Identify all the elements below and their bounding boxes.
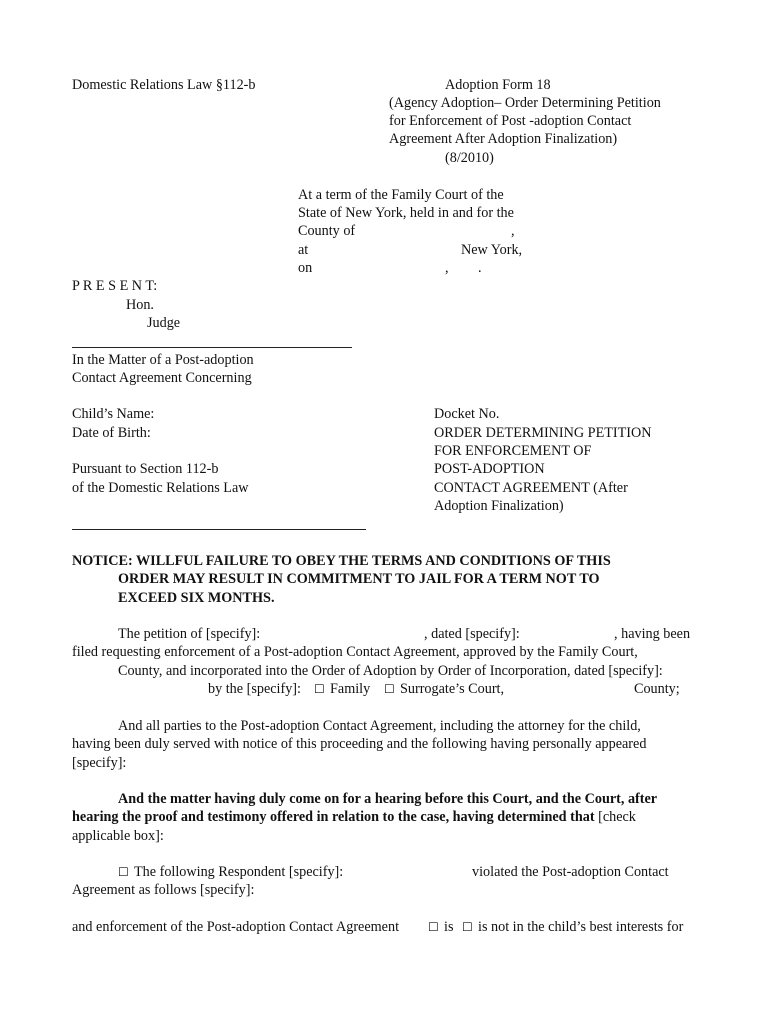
form-date: (8/2010): [445, 150, 494, 166]
is-not-checkbox-icon[interactable]: ☐: [462, 920, 473, 934]
hearing-text-check: [check: [594, 809, 636, 825]
parties-text: [specify]:: [72, 755, 127, 771]
hon-label: Hon.: [126, 297, 154, 313]
family-checkbox-icon[interactable]: ☐: [314, 682, 325, 696]
order-title-line: POST-ADOPTION: [434, 461, 545, 477]
hearing-text: applicable box]:: [72, 828, 164, 844]
form-subtitle-line: for Enforcement of Post -adoption Contact: [389, 113, 632, 129]
respondent-text: The following Respondent [specify]:: [134, 864, 344, 880]
respondent-checkbox-icon[interactable]: ☐: [118, 865, 129, 879]
new-york-label: New York,: [461, 242, 523, 258]
respondent-text: violated the Post-adoption Contact: [472, 864, 669, 880]
petition-text: County, and incorporated into the Order of Adoption by Order of Incorporation, dated [specify]:: [118, 663, 663, 679]
notice-line: EXCEED SIX MONTHS.: [118, 590, 275, 606]
surrogate-checkbox-icon[interactable]: ☐: [384, 682, 395, 696]
family-option-label: Family: [330, 681, 371, 697]
law-reference: Domestic Relations Law §112-b: [72, 77, 256, 93]
petition-text: , having been: [614, 626, 691, 642]
petition-text: by the [specify]:: [208, 681, 301, 697]
form-subtitle-line: Agreement After Adoption Finalization): [389, 131, 618, 147]
surrogate-option-label: Surrogate’s Court,: [400, 681, 505, 697]
docket-label: Docket No.: [434, 406, 500, 422]
form-subtitle-line: (Agency Adoption– Order Determining Petition: [389, 95, 661, 111]
matter-line: Contact Agreement Concerning: [72, 370, 252, 386]
court-term-line: State of New York, held in and for the: [298, 205, 514, 221]
is-checkbox-icon[interactable]: ☐: [428, 920, 439, 934]
hearing-text: And the matter having duly come on for a hearing before this Court, and the Court, after: [118, 791, 658, 807]
court-term-line: At a term of the Family Court of the: [298, 187, 504, 203]
form-number: Adoption Form 18: [445, 77, 551, 93]
notice-line: NOTICE: WILLFUL FAILURE TO OBEY THE TERMS AND CONDITIONS OF THIS: [72, 553, 611, 569]
judge-label: Judge: [147, 315, 181, 331]
is-option-label: is: [444, 919, 454, 935]
order-title-line: Adoption Finalization): [434, 498, 564, 514]
county-label-2: County;: [634, 681, 680, 697]
order-title-line: ORDER DETERMINING PETITION: [434, 425, 652, 441]
at-label: at: [298, 242, 309, 258]
on-period: .: [478, 260, 482, 276]
child-name-label: Child’s Name:: [72, 406, 155, 422]
pursuant-line: Pursuant to Section 112-b: [72, 461, 219, 477]
respondent-text: Agreement as follows [specify]:: [72, 882, 255, 898]
petition-text: The petition of [specify]:: [118, 626, 261, 642]
caption-bottom-divider: [72, 529, 366, 530]
date-of-birth-label: Date of Birth:: [72, 425, 151, 441]
petition-text: , dated [specify]:: [424, 626, 520, 642]
enforcement-text: and enforcement of the Post-adoption Contact Agreement: [72, 919, 400, 935]
is-not-option-label: is not in the child’s best interests for: [478, 919, 684, 935]
parties-text: And all parties to the Post-adoption Contact Agreement, including the attorney for the child,: [118, 718, 641, 734]
caption-top-divider: [72, 347, 352, 348]
hearing-text-bold: hearing the proof and testimony offered in relation to the case, having determined that: [72, 809, 595, 825]
on-comma: ,: [445, 260, 449, 276]
parties-text: having been duly served with notice of this proceeding and the following having personally appeared: [72, 736, 647, 752]
order-title-line: FOR ENFORCEMENT OF: [434, 443, 592, 459]
petition-text: filed requesting enforcement of a Post-adoption Contact Agreement, approved by the Family Court,: [72, 644, 638, 660]
county-comma: ,: [511, 223, 515, 239]
pursuant-line: of the Domestic Relations Law: [72, 480, 249, 496]
matter-line: In the Matter of a Post-adoption: [72, 352, 254, 368]
notice-line: ORDER MAY RESULT IN COMMITMENT TO JAIL FOR A TERM NOT TO: [118, 571, 600, 587]
county-label: County of: [298, 223, 356, 239]
hearing-text-line: [72, 808, 636, 826]
order-title-line: CONTACT AGREEMENT (After: [434, 480, 628, 496]
present-label: P R E S E N T:: [72, 278, 158, 294]
on-label: on: [298, 260, 313, 276]
